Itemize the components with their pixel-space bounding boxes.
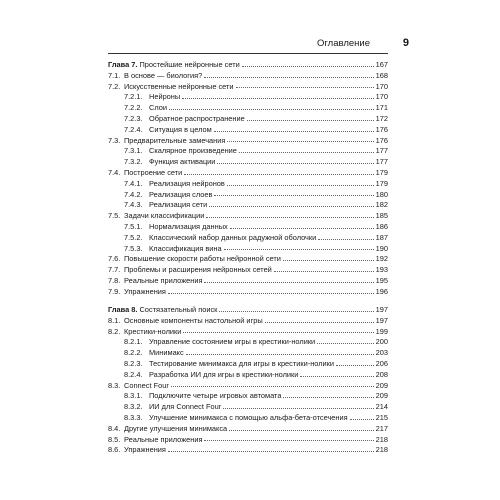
section-title: Реализация слоев bbox=[149, 189, 213, 199]
toc-subsection-row bbox=[108, 370, 388, 381]
section-title: Функция активации bbox=[149, 157, 216, 167]
dot-leader bbox=[283, 397, 373, 398]
toc-subsection-row bbox=[108, 222, 388, 233]
page-number: 187 bbox=[375, 232, 388, 242]
toc-subsection-row bbox=[108, 179, 388, 190]
section-title: Ситуация в целом bbox=[149, 124, 212, 134]
page-number: 180 bbox=[375, 189, 388, 199]
section-number: 7.4.1. bbox=[124, 178, 143, 188]
section-title: Упражнения bbox=[124, 445, 166, 455]
dot-leader bbox=[182, 98, 373, 99]
page-number: 195 bbox=[375, 275, 388, 285]
chapter-heading bbox=[108, 60, 240, 71]
section-number: 7.3.1. bbox=[124, 146, 143, 156]
toc-subsection-row bbox=[108, 233, 388, 244]
dot-leader bbox=[209, 206, 373, 207]
toc-section-row bbox=[108, 254, 388, 265]
section-number: 8.5. bbox=[108, 434, 121, 444]
section-title: Задачи классификации bbox=[124, 211, 205, 221]
dot-leader bbox=[214, 131, 374, 132]
page-number: 199 bbox=[375, 326, 388, 336]
toc-subsection-row bbox=[108, 103, 388, 114]
section-title: Основные компоненты настольной игры bbox=[124, 315, 263, 325]
page-number: 171 bbox=[375, 103, 388, 113]
toc-section-row bbox=[108, 71, 388, 82]
section-title: Реальные приложения bbox=[124, 434, 203, 444]
dot-leader bbox=[169, 109, 374, 110]
dot-leader bbox=[168, 293, 374, 294]
section-title: Другие улучшения минимакса bbox=[124, 423, 228, 433]
chapter-title: Состязательный поиск bbox=[139, 305, 218, 315]
toc-section-row bbox=[108, 381, 388, 392]
section-number: 8.2.4. bbox=[124, 369, 143, 379]
section-title: Упражнения bbox=[124, 286, 166, 296]
dot-leader bbox=[219, 311, 373, 312]
page-number: 192 bbox=[375, 254, 388, 264]
chapter-heading bbox=[108, 305, 217, 316]
toc-subsection-row bbox=[108, 157, 388, 168]
page-number: 168 bbox=[375, 70, 388, 80]
running-header bbox=[0, 38, 500, 52]
section-number: 8.3.1. bbox=[124, 391, 143, 401]
dot-leader bbox=[336, 365, 374, 366]
chapter-label: Глава 8. bbox=[108, 305, 138, 315]
dot-leader bbox=[318, 239, 373, 240]
section-number: 8.3.3. bbox=[124, 413, 143, 422]
page-number: 217 bbox=[375, 423, 388, 433]
section-title: Реализация нейронов bbox=[149, 178, 225, 188]
toc-subsection-row bbox=[108, 92, 388, 103]
toc-section-row bbox=[108, 211, 388, 222]
chapter-label: Глава 7. bbox=[108, 60, 138, 69]
section-number: 7.2.1. bbox=[124, 92, 143, 102]
toc-subsection-row bbox=[108, 391, 388, 402]
section-number: 8.3.2. bbox=[124, 402, 143, 412]
page-number: 176 bbox=[375, 135, 388, 145]
section-number: 8.2.3. bbox=[124, 359, 143, 369]
section-number: 7.2. bbox=[108, 81, 121, 91]
toc-section-row bbox=[108, 327, 388, 338]
section-number: 7.4.2. bbox=[124, 189, 143, 199]
dot-leader bbox=[317, 343, 373, 344]
section-number: 7.2.4. bbox=[124, 124, 143, 134]
dot-leader bbox=[223, 408, 374, 409]
toc-section-row bbox=[108, 435, 388, 446]
page-number: 196 bbox=[375, 286, 388, 296]
dot-leader bbox=[204, 440, 373, 441]
header-title: Оглавление bbox=[317, 38, 370, 49]
dot-leader bbox=[229, 430, 374, 431]
dot-leader bbox=[236, 87, 374, 88]
section-number: 8.1. bbox=[108, 315, 121, 325]
dot-leader bbox=[242, 66, 374, 67]
section-title: Предварительные замечания bbox=[124, 135, 226, 145]
dot-leader bbox=[171, 386, 374, 387]
section-number: 8.2.1. bbox=[124, 337, 143, 347]
page-number: 182 bbox=[375, 200, 388, 210]
page-number: 209 bbox=[375, 380, 388, 390]
section-title: Повышение скорости работы нейронной сети bbox=[124, 254, 281, 264]
toc-section-row bbox=[108, 168, 388, 179]
page-number: 197 bbox=[375, 315, 388, 325]
section-number: 7.2.2. bbox=[124, 103, 143, 113]
section-title: Классификация вина bbox=[149, 243, 222, 253]
dot-leader bbox=[247, 120, 374, 121]
toc-subsection-row bbox=[108, 337, 388, 348]
toc-chapter-row bbox=[108, 60, 388, 71]
section-title: Тестирование минимакса для игры в крестики-нолики bbox=[149, 359, 335, 369]
section-number: 8.2.2. bbox=[124, 348, 143, 358]
section-title: Минимакс bbox=[149, 348, 184, 358]
dot-leader bbox=[217, 163, 373, 164]
section-number: 7.1. bbox=[108, 70, 121, 80]
section-title: Проблемы и расширения нейронных сетей bbox=[124, 265, 272, 275]
toc-subsection-row bbox=[108, 125, 388, 136]
section-number: 7.4. bbox=[108, 167, 121, 177]
page-number: 197 bbox=[375, 305, 388, 315]
dot-leader bbox=[214, 195, 373, 196]
section-title: Классический набор данных радужной оболочки bbox=[149, 232, 317, 242]
section-title: Разработка ИИ для игры в крестики-нолики bbox=[149, 369, 299, 379]
dot-leader bbox=[230, 228, 374, 229]
dot-leader bbox=[184, 174, 373, 175]
dot-leader bbox=[227, 185, 374, 186]
dot-leader bbox=[186, 354, 374, 355]
page-number: 172 bbox=[375, 113, 388, 123]
toc-subsection-row bbox=[108, 244, 388, 255]
page-number: 176 bbox=[375, 124, 388, 134]
dot-leader bbox=[224, 249, 374, 250]
page-number: 214 bbox=[375, 402, 388, 412]
toc-section-row bbox=[108, 82, 388, 93]
toc-subsection-row bbox=[108, 200, 388, 211]
dot-leader bbox=[239, 152, 374, 153]
page-number: 190 bbox=[375, 243, 388, 253]
dot-leader bbox=[204, 282, 373, 283]
section-title: Улучшение минимакса с помощью альфа-бета-отсечения bbox=[149, 413, 348, 422]
page-number: 185 bbox=[375, 211, 388, 221]
dot-leader bbox=[283, 260, 374, 261]
toc-section-row bbox=[108, 424, 388, 435]
page-number: 215 bbox=[375, 413, 388, 422]
section-title: Управление состоянием игры в крестики-нолики bbox=[149, 337, 316, 347]
section-title: Подключите четыре игровых автомата bbox=[149, 391, 282, 401]
section-number: 8.4. bbox=[108, 423, 121, 433]
page-number: 206 bbox=[375, 359, 388, 369]
section-number: 8.6. bbox=[108, 445, 121, 455]
section-number: 8.2. bbox=[108, 326, 121, 336]
page-number: 177 bbox=[375, 146, 388, 156]
toc-section-row bbox=[108, 276, 388, 287]
section-title: Реализация сети bbox=[149, 200, 208, 210]
section-number: 7.2.3. bbox=[124, 113, 143, 123]
page-number: 186 bbox=[375, 221, 388, 231]
page-number: 209 bbox=[375, 391, 388, 401]
dot-leader bbox=[227, 141, 373, 142]
page-number: 208 bbox=[375, 369, 388, 379]
section-title: Нейроны bbox=[149, 92, 181, 102]
section-number: 7.3.2. bbox=[124, 157, 143, 167]
page-number: 177 bbox=[375, 157, 388, 167]
toc-subsection-row bbox=[108, 114, 388, 125]
dot-leader bbox=[183, 332, 373, 333]
toc-chapter-row bbox=[108, 305, 388, 316]
section-title: Слои bbox=[149, 103, 167, 113]
toc-subsection-row bbox=[108, 413, 388, 424]
dot-leader bbox=[350, 419, 374, 420]
section-title: Крестики-нолики bbox=[124, 326, 182, 336]
page-number: 170 bbox=[375, 92, 388, 102]
section-number: 7.6. bbox=[108, 254, 121, 264]
toc-section-row bbox=[108, 136, 388, 147]
dot-leader bbox=[206, 217, 373, 218]
header-rule bbox=[108, 53, 388, 54]
page-number: 179 bbox=[375, 167, 388, 177]
section-title: Connect Four bbox=[124, 380, 169, 390]
chapter-title: Простейшие нейронные сети bbox=[139, 60, 240, 69]
header-page-number: 9 bbox=[402, 37, 409, 49]
toc-section-row bbox=[108, 445, 388, 456]
dot-leader bbox=[265, 322, 374, 323]
section-title: Реальные приложения bbox=[124, 275, 203, 285]
toc-section-row bbox=[108, 265, 388, 276]
section-number: 8.3. bbox=[108, 380, 121, 390]
section-title: Построение сети bbox=[124, 167, 183, 177]
section-title: Искусственные нейронные сети bbox=[124, 81, 234, 91]
toc-subsection-row bbox=[108, 402, 388, 413]
table-of-contents bbox=[108, 60, 388, 456]
section-number: 7.5.2. bbox=[124, 232, 143, 242]
section-title: Нормализация данных bbox=[149, 221, 228, 231]
toc-section-row bbox=[108, 316, 388, 327]
page-number: 170 bbox=[375, 81, 388, 91]
section-title: ИИ для Connect Four bbox=[149, 402, 222, 412]
section-number: 7.8. bbox=[108, 275, 121, 285]
toc-subsection-row bbox=[108, 146, 388, 157]
section-number: 7.5.1. bbox=[124, 221, 143, 231]
page-number: 218 bbox=[375, 434, 388, 444]
section-number: 7.4.3. bbox=[124, 200, 143, 210]
dot-leader bbox=[204, 77, 373, 78]
toc-subsection-row bbox=[108, 348, 388, 359]
page-number: 203 bbox=[375, 348, 388, 358]
chapter-gap bbox=[108, 298, 388, 306]
dot-leader bbox=[168, 451, 374, 452]
page-number: 193 bbox=[375, 265, 388, 275]
page-number: 200 bbox=[375, 337, 388, 347]
toc-section-row bbox=[108, 287, 388, 298]
toc-subsection-row bbox=[108, 190, 388, 201]
page-number: 167 bbox=[375, 60, 388, 69]
dot-leader bbox=[300, 376, 373, 377]
page-number: 218 bbox=[375, 445, 388, 455]
dot-leader bbox=[274, 271, 374, 272]
section-number: 7.7. bbox=[108, 265, 121, 275]
section-number: 7.3. bbox=[108, 135, 121, 145]
section-number: 7.5.3. bbox=[124, 243, 143, 253]
section-title: Обратное распространение bbox=[149, 113, 245, 123]
section-number: 7.5. bbox=[108, 211, 121, 221]
section-number: 7.9. bbox=[108, 286, 121, 296]
toc-subsection-row bbox=[108, 359, 388, 370]
section-title: Скалярное произведение bbox=[149, 146, 237, 156]
page-number: 179 bbox=[375, 178, 388, 188]
section-title: В основе — биология? bbox=[124, 70, 203, 80]
